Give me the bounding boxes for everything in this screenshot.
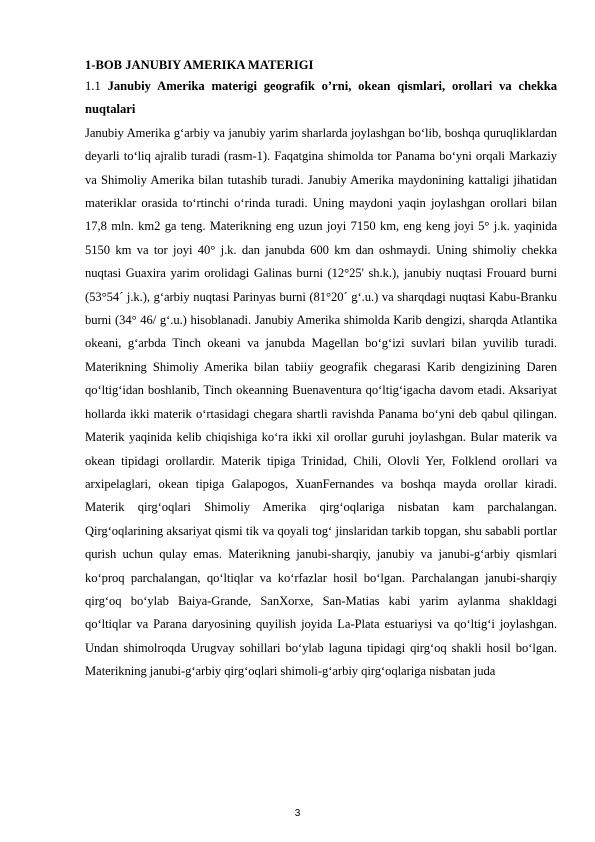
section-heading	[85, 75, 557, 122]
page-number: 3	[294, 808, 301, 819]
section-title: Janubiy Amerika materigi geografik o’rni, okean qismlari, orollari va chekka nuqtalari	[85, 79, 557, 117]
chapter-title: 1-BOB JANUBIY AMERIKA MATERIGI	[85, 58, 314, 72]
section-number: 1.1	[85, 79, 101, 93]
document-page	[85, 56, 557, 684]
body-paragraph: Janubiy Amerika g‘arbiy va janubiy yarim sharlarda joylashgan bo‘lib, boshqa quruqliklardan deyarli to‘liq ajralib turadi (rasm-1). Faqatgina shimolda tor Panama bo‘yni orqali Markaziy va Shimoliy Amerika bilan tutashib turadi. Janubiy Amerika maydonining kattaligi jihatidan materiklar orasida to‘rtinchi o‘rinda turadi. Uning maydoni yaqin joylashgan orollari bilan 17,8 mln. km2 ga teng. Materikning eng uzun joyi 7150 km, eng keng joyi 5° j.k. yaqinida 5150 km va tor joyi 40° j.k. dan janubda 600 km dan oshmaydi. Uning shimoliy chekka nuqtasi Guaxira yarim orolidagi Galinas burni (12°25' sh.k.), janubiy nuqtasi Frouard burni (53°54´ j.k.), g‘arbiy nuqtasi Parinyas burni (81°20´ g‘.u.) va sharqdagi nuqtasi Kabu-Branku burni (34° 46/ g‘.u.) hisoblanadi. Janubiy Amerika shimolda Karib dengizi, sharqda Atlantika okeani, g‘arbda Tinch okeani va janubda Magellan bo‘g‘izi suvlari bilan yuvilib turadi. Materikning Shimoliy Amerika bilan tabiiy geografik chegarasi Karib dengizining Daren qo‘ltig‘idan boshlanib, Tinch okeanning Buenaventura qo‘ltig‘igacha davom etadi. Aksariyat hollarda ikki materik o‘rtasidagi chegara shartli ravishda Panama bo‘yni deb qabul qilingan. Materik yaqinida kelib chiqishiga ko‘ra ikki xil orollar guruhi joylashgan. Bular materik va okean tipidagi orollardir. Materik tipiga Trinidad, Chili, Olovli Yer, Folklend orollari va arxipelaglari, okean tipiga Galapogos, XuanFernandes va boshqa mayda orollar kiradi. Materik qirg‘oqlari Shimoliy Amerika qirg‘oqlariga nisbatan kam parchalangan. Qirg‘oqlarining aksariyat qismi tik va qoyali tog‘ jinslaridan tarkib topgan, shu sababli portlar qurish uchun qulay emas. Materikning janubi-sharqiy, janubiy va janubi-g‘arbiy qismlari ko‘proq parchalangan, qo‘ltiqlar va ko‘rfazlar hosil bo‘lgan. Parchalangan janubi-sharqiy qirg‘oq bo‘ylab Baiya-Grande, SanXorxe, San-Matias kabi yarim aylanma shakldagi qo‘ltiqlar va Parana daryosining quyilish joyida La-Plata estuariysi va qo‘ltig‘i joylashgan. Undan shimolroqda Urugvay sohillari bo‘ylab laguna tipidagi qirg‘oq shakli hosil bo‘lgan. Materikning janubi-g‘arbiy qirg‘oqlari shimoli-g‘arbiy qirg‘oqlariga nisbatan juda	[85, 125, 557, 679]
